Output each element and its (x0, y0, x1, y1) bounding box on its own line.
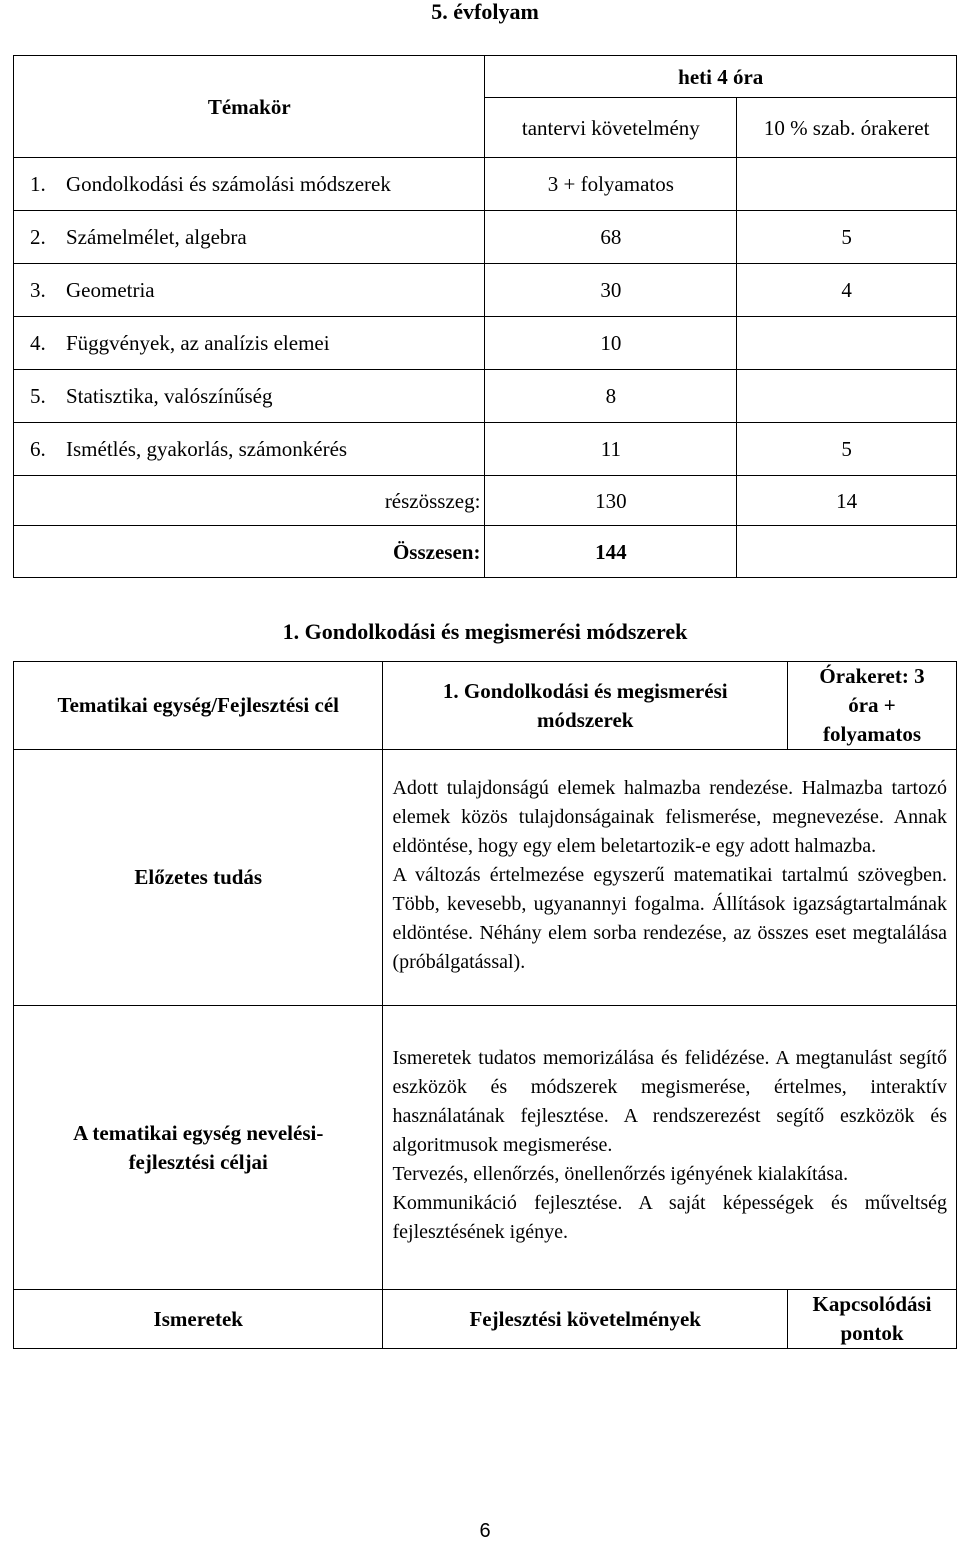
page-number: 6 (479, 1520, 491, 1542)
row-topic: Ismétlés, gyakorlás, számonkérés (66, 437, 348, 461)
col-free-hours: 10 % szab. órakeret (737, 98, 957, 158)
total-empty (737, 526, 957, 578)
subtotal-row (14, 476, 957, 526)
table-row (14, 264, 957, 317)
row-req: 11 (485, 423, 737, 476)
row-number: 5. (30, 384, 46, 408)
table-row (14, 317, 957, 370)
col-requirements: Fejlesztési követelmények (383, 1290, 788, 1349)
label-goals: A tematikai egység nevelési-fejlesztési céljai (14, 1006, 383, 1290)
row-topic: Gondolkodási és számolási módszerek (66, 172, 391, 196)
row-free: 5 (737, 423, 957, 476)
col-knowledge: Ismeretek (14, 1290, 383, 1349)
row-number: 4. (30, 331, 46, 355)
goals-paragraph: Ismeretek tudatos memorizálása és felidézése. A megtanulást segítő eszközök és módszerek megismerése, értelmes, interaktív használatának fejlesztése. A rendszerezést segítő eszközök és algoritmusok megismerése. (392, 1047, 947, 1156)
topic-header: Témakör (14, 56, 485, 158)
row-number: 2. (30, 225, 46, 249)
subtotal-label: részösszeg: (14, 476, 485, 526)
row-free: 5 (737, 211, 957, 264)
unit-hours: Órakeret: 3 óra + folyamatos (788, 662, 957, 750)
goals-paragraph: Tervezés, ellenőrzés, önellenőrzés igényének kialakítása. (392, 1163, 849, 1185)
goals-text (383, 1006, 957, 1290)
label-prior-knowledge: Előzetes tudás (14, 750, 383, 1006)
row-req: 68 (485, 211, 737, 264)
subtotal-req: 130 (485, 476, 737, 526)
row-topic: Számelmélet, algebra (66, 225, 247, 249)
unit-name: 1. Gondolkodási és megismerési módszerek (383, 662, 788, 750)
row-free (737, 370, 957, 423)
table-row (14, 370, 957, 423)
prior-knowledge-text (383, 750, 957, 1006)
row-req: 3 + folyamatos (485, 158, 737, 211)
subtotal-free: 14 (737, 476, 957, 526)
row-free (737, 317, 957, 370)
row-req: 30 (485, 264, 737, 317)
prior-paragraph: Adott tulajdonságú elemek halmazba rendezése. Halmazba tartozó elemek közös tulajdonságainak felismerése, megnevezése. Annak eldöntése, hogy egy elem beletartozik-e egy adott halmazba. (392, 777, 947, 857)
row-topic: Geometria (66, 278, 155, 302)
unit-table (13, 661, 957, 1349)
total-label: Összesen: (14, 526, 485, 578)
weekly-hours: heti 4 óra (485, 56, 957, 98)
goals-paragraph: Kommunikáció fejlesztése. A saját képességek és műveltség fejlesztésének igénye. (392, 1192, 947, 1243)
col-links: Kapcsolódási pontok (788, 1290, 957, 1349)
section-title: 1. Gondolkodási és megismerési módszerek (282, 619, 688, 644)
prior-paragraph: A változás értelmezése egyszerű matematikai tartalmú szövegben. Több, kevesebb, ugyanannyi fogalma. Állítások igazságtartalmának eldöntése. Néhány elem sorba rendezése, az összes eset megtalálása (próbálgatással). (392, 864, 947, 973)
row-number: 3. (30, 278, 46, 302)
row-topic: Statisztika, valószínűség (66, 384, 273, 408)
label-unit: Tematikai egység/Fejlesztési cél (14, 662, 383, 750)
row-req: 10 (485, 317, 737, 370)
table-row (14, 423, 957, 476)
row-free: 4 (737, 264, 957, 317)
row-req: 8 (485, 370, 737, 423)
hours-table (13, 55, 957, 578)
row-number: 6. (30, 437, 46, 461)
row-number: 1. (30, 172, 46, 196)
row-topic: Függvények, az analízis elemei (66, 331, 330, 355)
row-free (737, 158, 957, 211)
table-row (14, 158, 957, 211)
page-title: 5. évfolyam (431, 0, 539, 24)
col-requirement: tantervi követelmény (485, 98, 737, 158)
total-row (14, 526, 957, 578)
table-row (14, 211, 957, 264)
total-value: 144 (485, 526, 737, 578)
